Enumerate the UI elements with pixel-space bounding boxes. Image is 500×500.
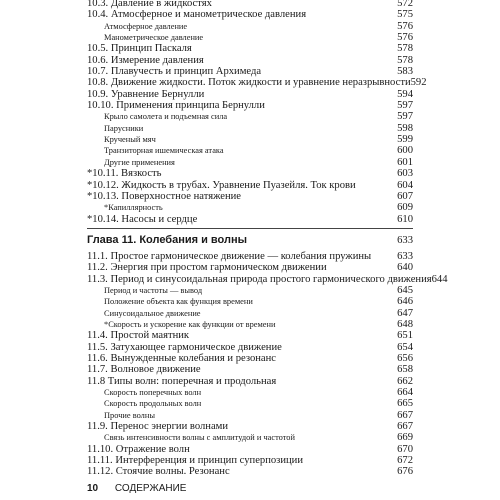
toc-entry-page: 597 (397, 111, 413, 123)
toc-entry-title: 10.9. Уравнение Бернулли (87, 88, 205, 100)
toc-entry-title: 10.4. Атмосферное и манометрическое давления (87, 9, 307, 21)
toc-entry-title: 11.6. Вынужденные колебания и резонанс (87, 352, 276, 364)
toc-entry-title: Период и частоты — вывод (104, 285, 203, 295)
toc-entry-page: 598 (397, 122, 413, 134)
toc-entry-title: 11.1. Простое гармоническое движение — колебания пружины (87, 250, 372, 262)
chapter-divider (87, 228, 413, 229)
toc-entry (87, 66, 413, 77)
toc-entry-page: 594 (397, 88, 413, 100)
toc-entry-page: 654 (397, 341, 413, 353)
toc-entry-page: 576 (397, 32, 413, 44)
toc-entry-page: 667 (397, 421, 413, 433)
table-of-contents (87, 0, 448, 478)
toc-entry-title: Крыло самолета и подъемная сила (104, 112, 228, 122)
toc-subentry (87, 202, 413, 213)
toc-subentry (87, 410, 413, 421)
footer-running-head: СОДЕРЖАНИЕ (114, 483, 187, 494)
toc-entry-page: 656 (397, 352, 413, 364)
toc-entry (87, 0, 413, 9)
toc-subentry (87, 432, 413, 443)
toc-entry (87, 353, 413, 364)
toc-subentry (87, 145, 413, 156)
toc-entry (87, 466, 413, 477)
toc-entry (87, 262, 413, 273)
toc-entry-title: *Скорость и ускорение как функции от времени (104, 319, 276, 329)
toc-subentry (87, 134, 413, 145)
toc-entry (87, 100, 413, 111)
toc-entry (87, 421, 413, 432)
toc-entry-title: 10.8. Движение жидкости. Поток жидкости и уравнение неразрывности (87, 77, 411, 89)
toc-entry-page: 583 (397, 66, 413, 78)
page-footer (87, 483, 186, 494)
toc-entry-page: 607 (397, 190, 413, 202)
toc-entry (87, 214, 413, 225)
toc-entry-title: Синусоидальное движение (104, 308, 201, 318)
toc-entry-page: 665 (397, 398, 413, 410)
toc-entry (87, 330, 413, 341)
toc-entry-page: 669 (397, 432, 413, 444)
toc-entry-title: 10.5. Принцип Паскаля (87, 43, 192, 55)
toc-entry-title: Скорость продольных волн (104, 399, 202, 409)
toc-entry-page: 672 (397, 455, 413, 467)
toc-entry-title: 10.3. Давление в жидкостях (87, 0, 212, 9)
toc-entry-title: 10.6. Измерение давления (87, 54, 204, 66)
toc-subentry (87, 157, 413, 168)
toc-entry-title: 10.10. Применения принципа Бернулли (87, 100, 265, 112)
toc-entry-title: 11.10. Отражение волн (87, 443, 190, 455)
toc-entry (87, 77, 427, 89)
toc-subentry (87, 21, 413, 32)
toc-entry-title: 10.7. Плавучесть и принцип Архимеда (87, 66, 262, 78)
toc-entry-page: 610 (397, 213, 413, 225)
toc-entry-title: Атмосферное давление (104, 21, 188, 31)
toc-entry-page: 651 (397, 330, 413, 342)
toc-entry (87, 444, 413, 455)
toc-subentry (87, 285, 413, 296)
toc-entry-page: 648 (397, 318, 413, 330)
toc-entry (87, 455, 413, 466)
toc-entry-page: 664 (397, 387, 413, 398)
toc-entry-title: Манометрическое давление (104, 33, 204, 43)
toc-entry-title: Парусники (104, 123, 144, 133)
toc-subentry (87, 111, 413, 122)
toc-entry-page: 601 (397, 156, 413, 168)
toc-entry-title: *Капиллярность (104, 203, 163, 213)
toc-entry-title: 11.5. Затухающее гармоническое движение (87, 341, 282, 353)
toc-entry (87, 9, 413, 20)
toc-entry (87, 55, 413, 66)
toc-entry-title: *10.11. Вязкость (87, 168, 162, 180)
toc-entry-title: 11.7. Волновое движение (87, 364, 201, 376)
toc-entry-page: 658 (397, 364, 413, 376)
toc-entry-title: Скорость поперечных волн (104, 388, 202, 397)
toc-entry-title: Другие применения (104, 157, 175, 167)
toc-entry-page: 603 (397, 168, 413, 180)
toc-entry-page: 644 (431, 273, 448, 285)
toc-entry-title: Положение объекта как функция времени (104, 297, 253, 307)
toc-entry-page: 640 (397, 262, 413, 274)
toc-entry-page: 633 (397, 250, 413, 262)
toc-entry-page: 597 (397, 100, 413, 112)
toc-entry-title: Крученый мяч (104, 135, 156, 145)
toc-entry-title: 11.11. Интерференция и принцип суперпозиции (87, 455, 304, 467)
toc-entry-page: 647 (397, 307, 413, 319)
toc-entry-page: 676 (397, 466, 413, 478)
toc-entry-title: *10.12. Жидкость в трубах. Уравнение Пуазейля. Ток крови (87, 179, 356, 191)
toc-entry-title: 11.9. Перенос энергии волнами (87, 421, 229, 433)
toc-entry-title: *10.13. Поверхностное натяжение (87, 190, 242, 202)
toc-entry-page: 572 (397, 0, 413, 9)
toc-subentry (87, 32, 413, 43)
toc-entry-title: *10.14. Насосы и сердце (87, 213, 198, 225)
toc-entry-page: 599 (397, 134, 413, 146)
toc-entry-page: 576 (397, 20, 413, 32)
toc-entry-title: 11.8 Типы волн: поперечная и продольная (87, 375, 277, 387)
toc-entry-page: 575 (397, 9, 413, 21)
toc-entry-page: 633 (397, 234, 413, 246)
toc-entry-page: 667 (397, 409, 413, 421)
toc-entry (87, 180, 413, 191)
toc-entry-title: Прочие волны (104, 410, 155, 420)
toc-entry-page: 600 (397, 145, 413, 157)
toc-entry-page: 670 (397, 443, 413, 455)
toc-entry-title: 11.4. Простой маятник (87, 330, 190, 342)
toc-subentry (87, 398, 413, 409)
toc-entry (87, 364, 413, 375)
toc-subentry (87, 308, 413, 319)
toc-entry-page: 578 (397, 54, 413, 66)
toc-entry (87, 191, 413, 202)
toc-subentry (87, 387, 413, 398)
toc-entry-page: 646 (397, 296, 413, 308)
toc-entry-page: 604 (397, 179, 413, 191)
toc-entry (87, 251, 413, 262)
toc-entry-title: Связь интенсивности волны с амплитудой и частотой (104, 433, 295, 443)
toc-entry-title: Глава 11. Колебания и волны (87, 233, 247, 246)
toc-entry (87, 168, 413, 179)
toc-entry-page: 578 (397, 43, 413, 55)
toc-entry-page: 609 (397, 202, 413, 214)
footer-page-number: 10 (87, 483, 99, 494)
toc-subentry (87, 296, 413, 307)
toc-entry (87, 43, 413, 54)
toc-entry (87, 376, 413, 387)
toc-subentry (87, 123, 413, 134)
toc-entry-page: 645 (397, 284, 413, 296)
toc-entry-page: 592 (410, 77, 427, 89)
toc-entry (87, 273, 448, 285)
toc-entry (87, 89, 413, 100)
toc-entry-page: 662 (397, 375, 413, 387)
toc-chapter-heading (87, 233, 413, 247)
toc-entry (87, 342, 413, 353)
toc-entry-title: Транзиторная ишемическая атака (104, 146, 224, 156)
toc-subentry (87, 319, 413, 330)
toc-entry-title: 11.12. Стоячие волны. Резонанс (87, 466, 230, 478)
toc-entry-title: 11.2. Энергия при простом гармоническом движении (87, 262, 327, 274)
toc-entry-title: 11.3. Период и синусоидальная природа простого гармонического движения (87, 273, 432, 285)
